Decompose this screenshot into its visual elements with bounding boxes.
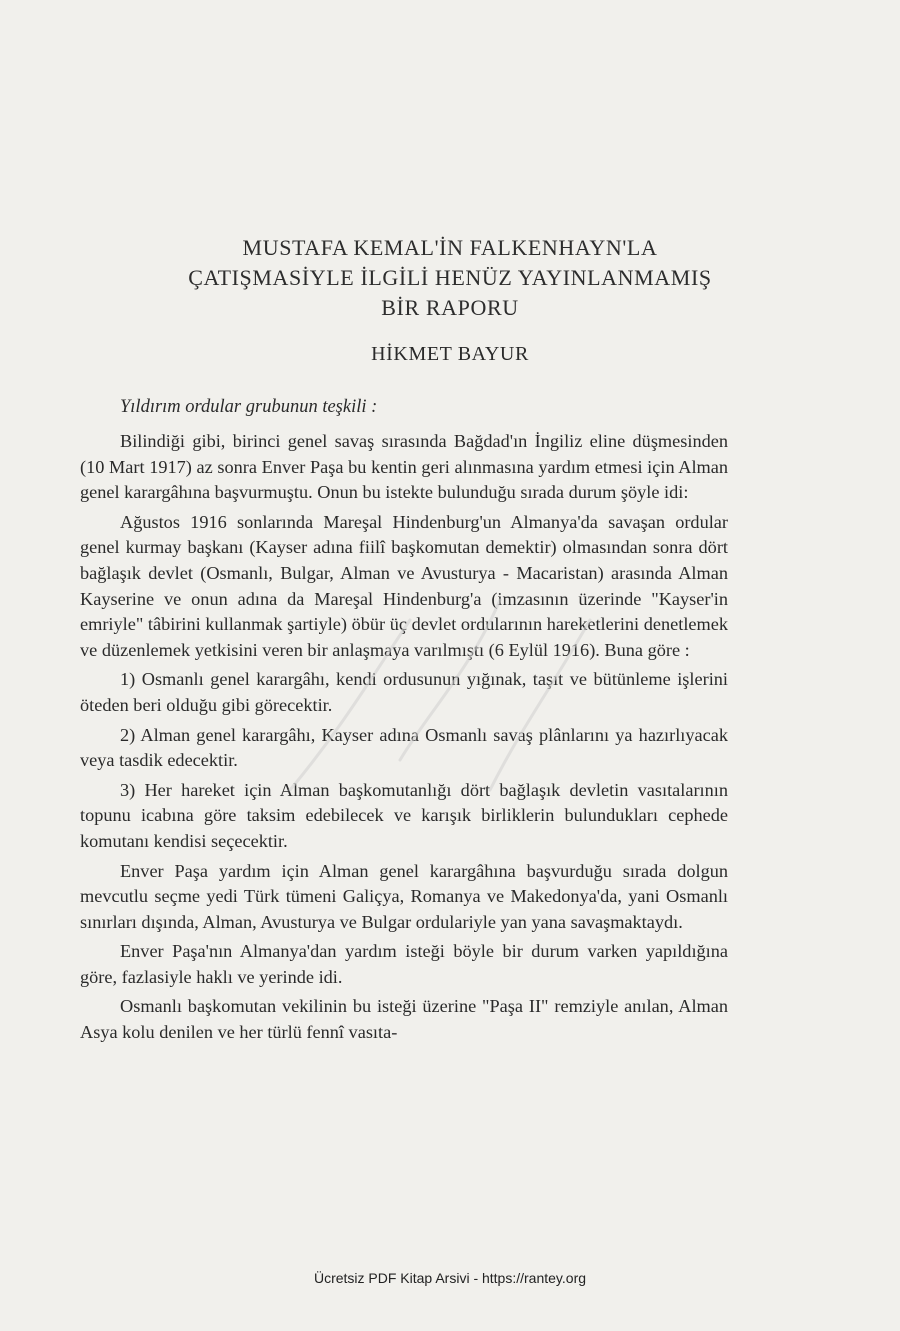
paragraph: Osmanlı başkomutan vekilinin bu isteği üzerine "Paşa II" remziyle anılan, Alman Asya kolu denilen ve her türlü fennî vasıta- <box>80 996 728 1043</box>
title-line: MUSTAFA KEMAL'İN FALKENHAYN'LA <box>242 235 658 260</box>
author-name: HİKMET BAYUR <box>371 343 529 365</box>
section-heading: Yıldırım ordular grubunun teşkili : <box>120 397 378 417</box>
paragraph: 3) Her hareket için Alman başkomutanlığı dört bağlaşık devletin vasıtalarının topunu icabına göre taksim edebilecek ve karışık birliklerin bulundukları cephede komutanı kendisi seçecektir. <box>80 779 728 851</box>
paragraph: Enver Paşa yardım için Alman genel karargâhına başvurduğu sırada dolgun mevcutlu seçme yedi Türk tümeni Galiçya, Romanya ve Makedonya'da, yani Osmanlı sınırları dışında, Alman, Avusturya ve Bulgar ordulariyle yan yana savaşmaktaydı. <box>80 860 728 932</box>
paragraph: Enver Paşa'nın Almanya'dan yardım isteği böyle bir durum varken yapıldığına göre, fazlasiyle haklı ve yerinde idi. <box>80 941 728 987</box>
title-line: BİR RAPORU <box>381 295 519 320</box>
title-line: ÇATIŞMASİYLE İLGİLİ HENÜZ YAYINLANMAMIŞ <box>188 265 712 290</box>
article-body <box>80 429 728 1046</box>
paragraph: Ağustos 1916 sonlarında Mareşal Hindenburg'un Almanya'da savaşan ordular genel kurmay başkanı (Kayser adına fiilî başkomutan demektir) olmasından sonra dört bağlaşık devlet (Osmanlı, Bulgar, Alman ve Avusturya - Macaristan) arasında Alman Kayserine ve onun adına da Mareşal Hindenburg'a (imzasının üzerinde "Kayser'in emriyle" tâbirini kullanmak şartiyle) öbür üç devlet ordularının hareketlerini denetlemek ve düzenlemek yetkisini veren bir anlaşmaya varılmıştı (6 Eylül 1916). Buna göre : <box>80 511 728 660</box>
article-title <box>0 233 900 323</box>
paragraph: 2) Alman genel karargâhı, Kayser adına Osmanlı savaş plânlarını ya hazırlıyacak veya tasdik edecektir. <box>80 724 728 771</box>
footer-link-text: Ücretsiz PDF Kitap Arsivi - https://rantey.org <box>313 1270 587 1286</box>
paragraph: Bilindiği gibi, birinci genel savaş sırasında Bağdad'ın İngiliz eline düşmesinden (10 Mart 1917) az sonra Enver Paşa bu kentin geri alınmasına yardım etmesi için Alman genel karargâhına başvurmuştu. Onun bu istekte bulunduğu sırada durum şöyle idi: <box>80 431 728 503</box>
paragraph: 1) Osmanlı genel karargâhı, kendi ordusunun yığınak, taşıt ve bütünleme işlerini öteden beri olduğu gibi görecektir. <box>80 669 728 715</box>
